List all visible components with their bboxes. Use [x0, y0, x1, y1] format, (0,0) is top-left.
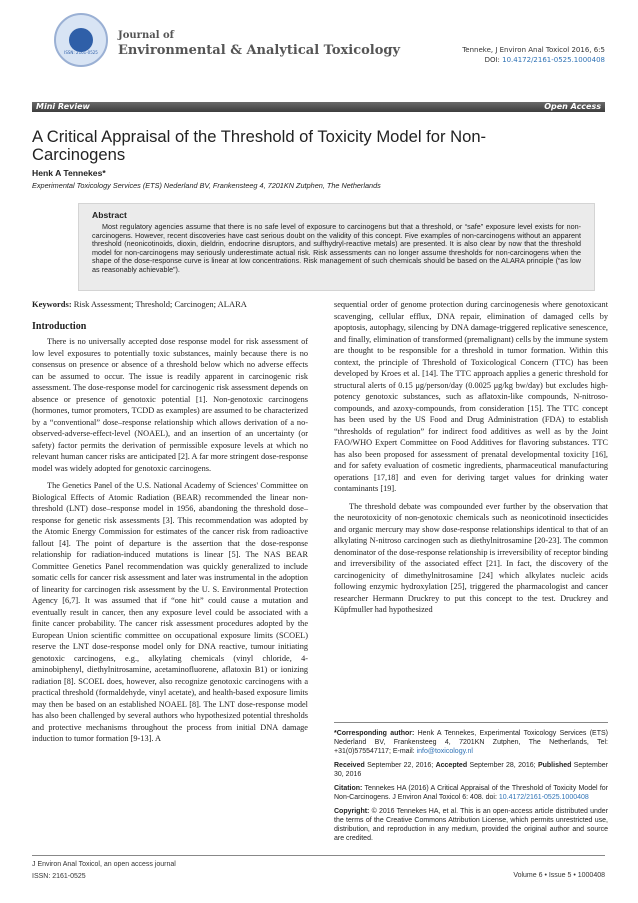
introduction-heading: Introduction [32, 320, 87, 332]
abstract-text: Most regulatory agencies assume that there is no safe level of exposure to carcinogens but that a threshold, or “safe” exposure level exists for non-carcinogens. However, recent discoveries have cast serious doubt on the validity of this concept. Five examples of non-carcinogens without an apparent threshold (neonicotinoids, dioxin, dieldrin, endocrine disruptors, and sulfhydryl-reactive metals) are presented. It is also clear by now that the threshold model for non-carcinogens may seriously underestimate actual risk. Risk assessments can no longer assume thresholds for non-carcinogens when the shape of the dose-response curve is linear at low concentrations. Risk management of such chemicals should be based on the ALARA principle (“as low as reasonably achievable”). [92, 222, 581, 274]
logo-emblem-icon [69, 28, 93, 52]
dates [334, 761, 608, 779]
footer-issn: ISSN: 2161-0525 [32, 873, 86, 880]
copyright-label: Copyright: [334, 808, 370, 815]
paragraph: There is no universally accepted dose response model for risk assessment of low level exposures to potentially toxic substances, mainly because there is no consensus on presence or absence of a threshold below which no adverse effects can be assumed to occur. The issue is readily apparent in carcinogenic risk assessment. The dose-response model for carcinogenic risk assessment depends on absence or presence of genotoxic potential [1]. Non-genotoxic carcinogens (hormones, tumor promoters, TCDD as examples) are assumed to be characterized by a “conventional” dose–response relationship which allows derivation of a no-observed-adverse-effect-level (NOAEL), and an insertion of an uncertainty (or safety) factor permits the derivation of permissible exposure levels at which no relevant human cancer risks are anticipated [2]. A far more stringent dose-response model was widely adopted for genotoxic carcinogens. [32, 337, 308, 473]
published-date: September 30, 2016 [334, 762, 608, 778]
citation-short: Tenneke, J Environ Anal Toxicol 2016, 6:5 [462, 46, 605, 54]
paragraph: The threshold debate was compounded ever further by the observation that the neurotoxicity of non-genotoxic chemicals such as neonicotinoid insecticides and organic mercury may show dose-response relationships identical to that of an alkylating N-nitroso carcinogen such as diethylnitrosamine [20-23]. The common denominator of the dose-response relationship is irreversibility of receptor binding and irreversibility of the associated effect [21]. In fact, the discovery of the carcinogenicity of dimethylnitrosamine [24] which alkylates nucleic acids following enzymic hydroxylation [25], triggered the pharmacologist and cancer researcher Hermann Druckrey to put this concept to the test. Druckrey and Küpfmuller had hypothesized [334, 501, 608, 614]
abstract-box [78, 203, 595, 291]
copyright [334, 807, 608, 843]
logo-issn: ISSN: 2161-0525 [64, 50, 98, 55]
article-type: Mini Review [36, 102, 90, 111]
right-column [334, 299, 608, 616]
article-type-band [32, 102, 605, 112]
footer-volume: Volume 6 • Issue 5 • 1000408 [513, 872, 605, 879]
doi-link[interactable]: 10.4172/2161-0525.1000408 [502, 56, 605, 64]
corr-label: *Corresponding author: [334, 730, 415, 737]
article-footnote [334, 722, 608, 848]
journal-title [118, 30, 400, 58]
paragraph: sequential order of genome protection during carcinogenesis where genotoxicant scavenging, cellular efflux, DNA repair, elimination of damaged cells by apoptosis, autophagy, silencing by DNA damage-triggered replicative senescence, and finally, elimination of transformed (premalignant) cells by the immune system are thought to be responsible for a threshold in tumor formation. Within this context, the principle of Threshold of Toxicological Concern (TTC) has been developed by Kroes et al. [14]. The TTC approach applies a generic threshold for structural alerts of 0.15 μg/person/day (0.0025 μg/kg bw/day) but excludes high-potency genotoxic substances, such as aflatoxin-like compounds, N-nitroso-compounds, and azoxy-compounds, from consideration [15]. The TTC concept has been used by the US Food and Drug Administration (FDA) to establish “thresholds of regulation” for indirect food additives as well as by the Joint FAO/WHO Expert Committee on Food Additives for flavoring substances. TTC has also been proposed for assessment of prenatal developmental toxicity [16], and for safety evaluation of cosmetic ingredients, pharmaceutical manufacturing operations [17,18] and even for deriving target values for drinking water contaminants [19]. [334, 300, 608, 493]
abstract-heading: Abstract [92, 210, 127, 220]
journal-logo [54, 13, 108, 67]
accepted-label: Accepted [435, 762, 468, 769]
footer-journal: J Environ Anal Toxicol, an open access journal [32, 861, 176, 868]
top-citation [462, 45, 605, 65]
citation-text: Tennekes HA (2016) A Critical Appraisal of the Threshold of Toxicity Model for Non-Carcinogens. J Environ Anal Toxicol 6: 408. doi: [334, 785, 608, 801]
corr-text: Henk A Tennekes, Experimental Toxicology Services (ETS) Nederland BV, Frankensteeg 4, 7201KN Zutphen, The Netherlands, Tel: +31(0)575547117; E-mail: [334, 730, 608, 755]
paragraph: The Genetics Panel of the U.S. National Academy of Sciences' Committee on Biological Effects of Atomic Radiation (BEAR) recommended the linear non-threshold (LNT) dose–response model in 1956, abandoning the threshold dose–response for genetic risk assessments [3]. This recommendation was adopted by the Atomic Energy Commission for estimates of the cancer risk from radioactive fallout [4]. The point of departure is the assertion that the dose-response relationship for radiation-induced mutations is linear [5]. The NAS BEAR Committee Genetics Panel recommendation was quickly generalized to include somatic cells for cancer risk assessment and later was instrumental in the adoption of linearity for carcinogen risk assessment by the U. S. Environmental Protection Agency [6,7]. It was assumed that if “one hit” could cause a mutation and eventually result in cancer, then any exposure level could be associated with a finite cancer probability. The cancer risk assessment procedures adopted by the European Union scientific committee on occupational exposure limits (SCOEL) reserve the LNT dose-response model only for DNA reactive, tumour initiating genotoxic carcinogens, e.g., alkylating chemicals (vinyl chloride, 4-aminobiphenyl, diethylnitrosamine, acetaminofluorene, aflatoxin B1) or ionizing radiation [8]. SCOEL does, however, also recognize genotoxic carcinogens with a practical threshold (formaldehyde, vinyl acetate), and health-based exposure limits may then be based on an established NOAEL [8]. The LNT dose-response model has also been challenged by several authors who hypothesized potential thresholds and protective mechanisms throughout the process from initial DNA damage induction to tumor formation [9-13]. A [32, 481, 308, 743]
article-title: A Critical Appraisal of the Threshold of Toxicity Model for Non-Carcinogens [32, 127, 487, 164]
email-link[interactable]: info@toxicology.nl [416, 748, 473, 755]
page-footer [32, 855, 605, 883]
doi-line [462, 55, 605, 65]
copyright-text: © 2016 Tennekes HA, et al. This is an open-access article distributed under the terms of the Creative Commons Attribution License, which permits unrestricted use, distribution, and reproduction in any medium, provided the original author and source are credited. [334, 808, 608, 842]
citation-doi-link[interactable]: 10.4172/2161-0525.1000408 [498, 794, 589, 801]
access-type: Open Access [544, 102, 601, 111]
accepted-date: September 28, 2016; [469, 762, 536, 769]
published-label: Published [537, 762, 572, 769]
authors: Henk A Tennekes* [32, 168, 106, 178]
keywords [32, 299, 308, 311]
journal-name: Environmental & Analytical Toxicology [118, 43, 401, 58]
left-column [32, 299, 308, 745]
journal-of: Journal of [118, 30, 174, 41]
doi-label: DOI: [484, 56, 500, 64]
affiliation: Experimental Toxicology Services (ETS) Nederland BV, Frankensteeg 4, 7201KN Zutphen, The Netherlands [32, 181, 381, 190]
keywords-text: Risk Assessment; Threshold; Carcinogen; ALARA [73, 299, 247, 309]
received-date: September 22, 2016; [367, 762, 434, 769]
corresponding-author [334, 729, 608, 756]
citation-label: Citation: [334, 785, 363, 792]
keywords-label: Keywords: [32, 299, 72, 309]
citation [334, 784, 608, 802]
received-label: Received [334, 762, 365, 769]
